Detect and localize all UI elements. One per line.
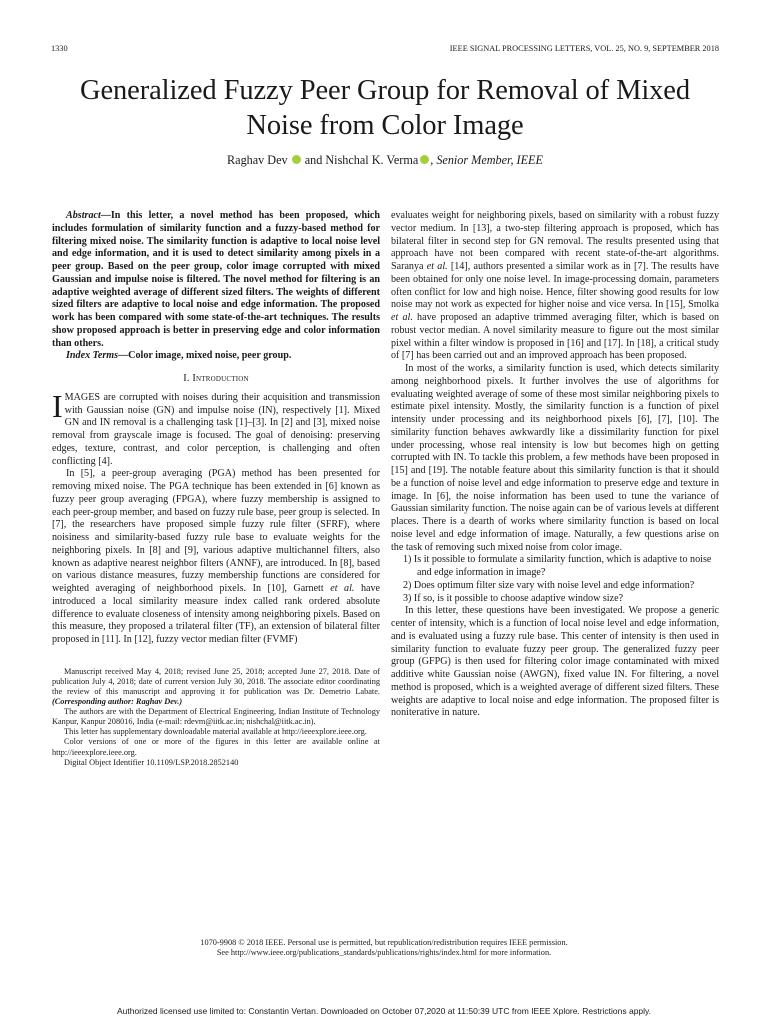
et-al: et al. <box>330 583 355 594</box>
drop-cap: I <box>52 387 63 424</box>
footnote-color-versions: Color versions of one or more of the figures in this letter are available online at http://ieeexplore.ieee.org. <box>52 737 380 757</box>
question-item: 2) Does optimum filter size vary with noise level and edge information? <box>403 579 695 591</box>
right-paragraph-1 <box>391 210 719 363</box>
authorized-use-banner: Authorized licensed use limited to: Constantin Vertan. Downloaded on October 07,2020 at 11:50:39 UTC from IEEE Xplore. Restrictions apply. <box>116 1006 652 1016</box>
running-header <box>51 44 719 56</box>
index-terms-label: Index Terms <box>66 350 119 362</box>
corresponding-author: (Corresponding author: Raghav Dev.) <box>52 697 183 707</box>
section-title: Introduction <box>192 373 249 384</box>
intro-paragraph-2 <box>52 468 380 647</box>
et-al: et al. <box>426 261 448 272</box>
footnote-supplementary: This letter has supplementary downloadable material available at http://ieeexplore.ieee.org. <box>64 727 367 737</box>
page-number: 1330 <box>51 44 68 53</box>
intro-p2-text-b: have introduced a local similarity measure index called rank ordered absolute difference to evaluate closeness of intensity among neighboring pixels. Based on this measure, they proposed a trilateral filter (TF), an extension of bilateral filter proposed in [11]. In [12], fuzzy vector median filter (FVMF) <box>52 583 381 645</box>
section-number: I. <box>183 373 190 384</box>
abstract <box>52 210 380 350</box>
orcid-icon[interactable] <box>292 155 301 164</box>
et-al: et al. <box>391 312 413 323</box>
research-questions <box>391 554 719 605</box>
author-1: Raghav Dev <box>227 153 288 167</box>
section-heading <box>52 373 380 386</box>
intro-paragraph-1 <box>52 387 380 469</box>
index-terms-text: —Color image, mixed noise, peer group. <box>118 350 292 362</box>
footnotes <box>52 667 380 768</box>
footnote-doi: Digital Object Identifier 10.1109/LSP.2018.2852140 <box>64 757 239 767</box>
journal-header: IEEE SIGNAL PROCESSING LETTERS, VOL. 25, NO. 9, SEPTEMBER 2018 <box>449 44 719 53</box>
title-line-2: Noise from Color Image <box>246 109 524 141</box>
abstract-label: Abstract <box>66 210 101 221</box>
copyright-notice <box>60 938 708 959</box>
intro-p2-text-a: In [5], a peer-group averaging (PGA) method has been presented for removing mixed noise. The PGA technique has been extended in [6] known as fuzzy peer group averaging (FPGA), where fuzzy membership is assigned to each peer-group member, and based on fuzzy rule base, peer group is selected. In [7], the researchers have proposed simple fuzzy rule filter (SFRF), where noisiness and similarity-based fuzzy rule base to evaluate weights for the neighboring pixels. In [8] and [9], various adaptive multichannel filters, also known as adaptive nearest neighbor filters (ANNF), are introduced. In [8], based on various distance measures, fuzzy membership functions are considered for weighted averaging of neighborhood pixels. In [10], Garnett <box>52 468 380 594</box>
intro-p1-text: MAGES are corrupted with noises during their acquisition and transmission with Gaussian noise (GN) and impulse noise (IN), respectively [1]. Mixed GN and IN removal is a challenging task [1]–[3]. In [2] and [3], mixed noise removal from grayscale image is focused. The goal of denoising: preserving edges, texture, contrast, and color perception, is challenging and often conflicting [4]. <box>52 391 380 467</box>
footnote-manuscript-text: Manuscript received May 4, 2018; revised June 25, 2018; accepted June 27, 2018. Date of publication July 4, 2018; date of current version July 30, 2018. The associate editor coordinating the review of this manuscript and approving it for publication was Dr. Demetrio Labate. <box>52 666 380 696</box>
question-item: 1) Is it possible to formulate a similarity function, which is adaptive to noise and edge information in image? <box>403 554 712 578</box>
right-p1-text-c: have proposed an adaptive trimmed averaging filter, which is based on robust vector median. A novel similarity measure to figure out the most similar pixel within a filter window is proposed in [16] and [17]. In [18], a critical study of [7] has been carried out and an improved approach has been proposed. <box>391 312 719 362</box>
author-2: Nishchal K. Verma <box>325 153 419 167</box>
title-line-1: Generalized Fuzzy Peer Group for Removal of Mixed <box>79 75 691 106</box>
right-p1-text-b: [14], authors presented a similar work as in [7]. The results have been obtained for only one noise level. In image-processing domain, parameters often conflict for low and high noise. Hence, filter showing good results for low noise may not work as expected for higher noise and vice versa. In [15], Smolka <box>391 261 719 311</box>
right-paragraph-2: In most of the works, a similarity function is used, which detects similarity among neighborhood pixels. It further involves the use of algorithms for evaluating weighted average of some of these most similar neighboring pixels to estimate pixel intensity. Mostly, the similarity function is a function of pixel intensity under processing and its neighborhood pixels [6], [7], [10]. The similarity function behaves awkwardly like a dissimilarity function for pixel under processing, whose real intensity is low but becomes high on getting corrupted with IN. To tackle this problem, a few methods have been proposed in [15] and [19]. The notable feature about this similarity function is that it should be a function of noise level and edge information to preserve edge and texture in image. In [6], the noise information has been used to tune the variance of Gaussian similarity function. The noise again can be of various levels at different places. There is a dearth of works where similarity function is based on local noise level and edge information of image. Naturally, a few questions arise on the task of removing such mixed noise from color image. <box>391 363 719 553</box>
index-terms <box>52 350 380 363</box>
orcid-icon[interactable] <box>420 155 429 164</box>
right-p1-text-a: evaluates weight for neighboring pixels, based on similarity with a robust fuzzy vector medium. In [13], a two-step filtering approach is proposed, which has bilateral filter in second step for GN removal. The results presented using that approach have not been compared with recent state-of-the-art algorithms. Saranya <box>391 210 719 272</box>
footnote-affiliation: The authors are with the Department of Electrical Engineering, Indian Institute of Technology Kanpur, Kanpur 208016, India (e-mail: rdevm@iitk.ac.in; nishchal@iitk.ac.in). <box>52 707 380 727</box>
abstract-text: —In this letter, a novel method has been proposed, which includes formulation of similarity function and a fuzzy-based method for filtering mixed noise. The similarity function is adaptive to local noise level and edge information, and it is used to detect similarity among pixels in a peer group. Based on the peer group, color image corrupted with mixed Gaussian and impulse noise is filtered. The novel method for filtering is an adaptive weighted average of different sized filters. The weights of different sized filters are adaptive to local noise and edge information. The proposed work has been compared with some state-of-the-art techniques. The results show proposed approach is better in preserving edge and color information than others. <box>52 210 380 349</box>
left-column <box>52 210 380 768</box>
question-item: 3) If so, is it possible to choose adaptive window size? <box>403 592 624 604</box>
copyright-line-1: 1070-9908 © 2018 IEEE. Personal use is permitted, but republication/redistribution requires IEEE permission. <box>200 938 568 947</box>
footnote-manuscript <box>52 667 380 707</box>
author-conjunction: and <box>304 153 323 167</box>
author-membership: , Senior Member, IEEE <box>430 153 543 167</box>
right-column <box>391 210 719 720</box>
author-line <box>40 153 730 168</box>
right-paragraph-3: In this letter, these questions have been investigated. We propose a generic center of intensity, which is a function of local noise level and edge information, and is evaluated using a fuzzy rule base. This center of intensity is then used in similarity function to evaluate fuzzy peer group. The generalized fuzzy peer group (GFPG) is then used for filtering color image contaminated with mixed additive white Gaussian noise (AWGN), fixed value IN. For filtering, a novel method is proposed, which is a weighted average of different sized filters. These weights are adaptive to local noise and edge information. The proposed filter is noniterative in nature. <box>391 605 719 719</box>
copyright-line-2: See http://www.ieee.org/publications_standards/publications/rights/index.html for more information. <box>216 948 552 958</box>
paper-title <box>40 74 730 143</box>
